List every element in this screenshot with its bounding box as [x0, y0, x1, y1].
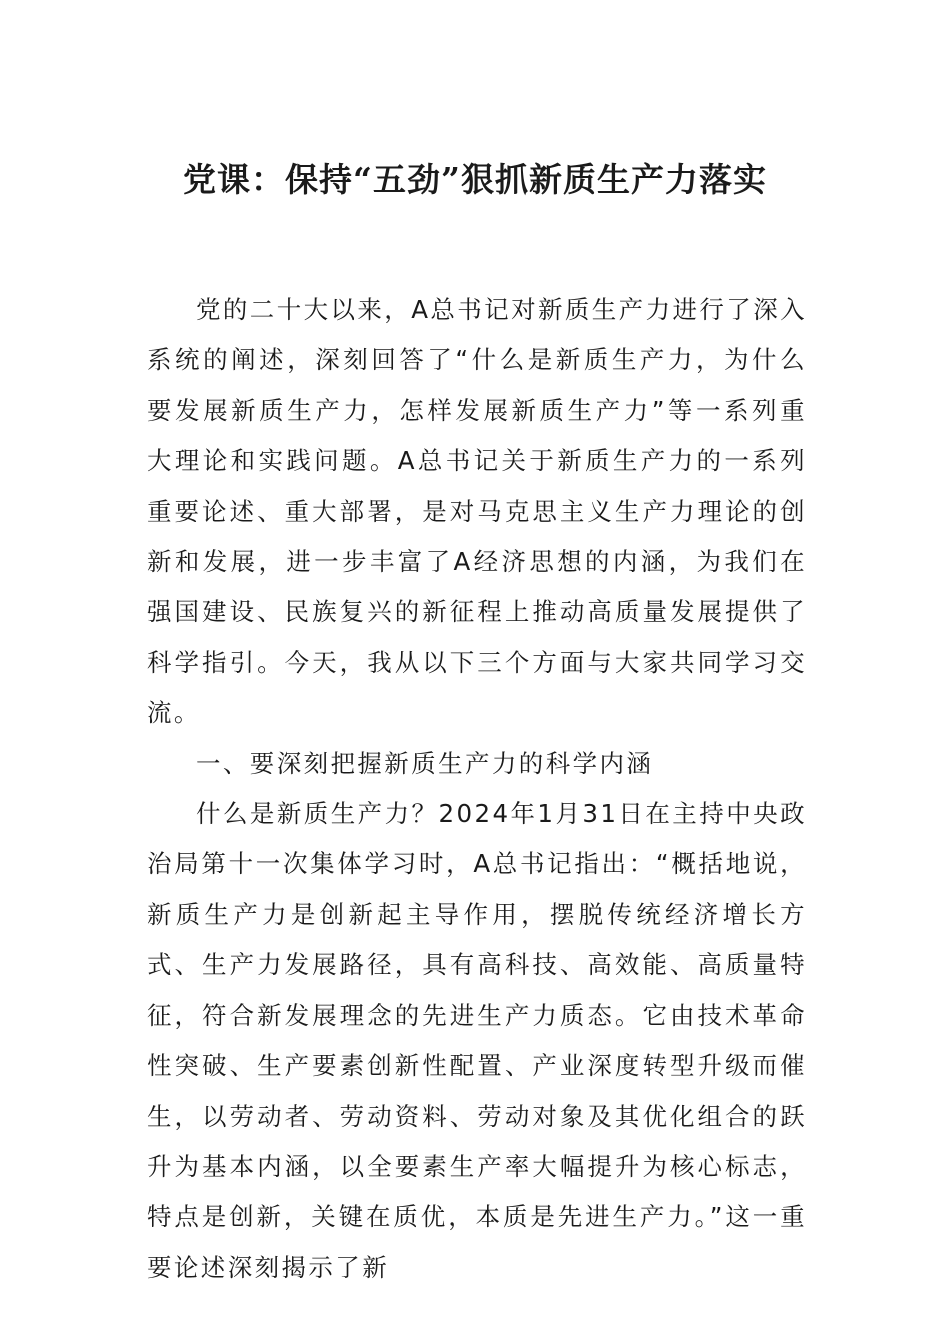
section-heading-1: 一、要深刻把握新质生产力的科学内涵: [196, 748, 654, 778]
document-title: 党课：保持“五劲”狠抓新质生产力落实: [183, 160, 767, 199]
document-body: [147, 285, 807, 1293]
intro-paragraph: 党的二十大以来，A总书记对新质生产力进行了深入系统的阐述，深刻回答了“什么是新质生产力，为什么要发展新质生产力，怎样发展新质生产力”等一系列重大理论和实践问题。A总书记关于新质生产力的一系列重要论述、重大部署，是对马克思主义生产力理论的创新和发展，进一步丰富了A经济思想的内涵，为我们在强国建设、民族复兴的新征程上推动高质量发展提供了科学指引。今天，我从以下三个方面与大家共同学习交流。: [147, 295, 807, 728]
section-1-paragraph: 什么是新质生产力？2024年1月31日在主持中央政治局第十一次集体学习时，A总书记指出：“概括地说，新质生产力是创新起主导作用，摆脱传统经济增长方式、生产力发展路径，具有高科技、高效能、高质量特征，符合新发展理念的先进生产力质态。它由技术革命性突破、生产要素创新性配置、产业深度转型升级而催生，以劳动者、劳动资料、劳动对象及其优化组合的跃升为基本内涵，以全要素生产率大幅提升为核心标志，特点是创新，关键在质优，本质是先进生产力。”这一重要论述深刻揭示了新: [147, 799, 807, 1282]
